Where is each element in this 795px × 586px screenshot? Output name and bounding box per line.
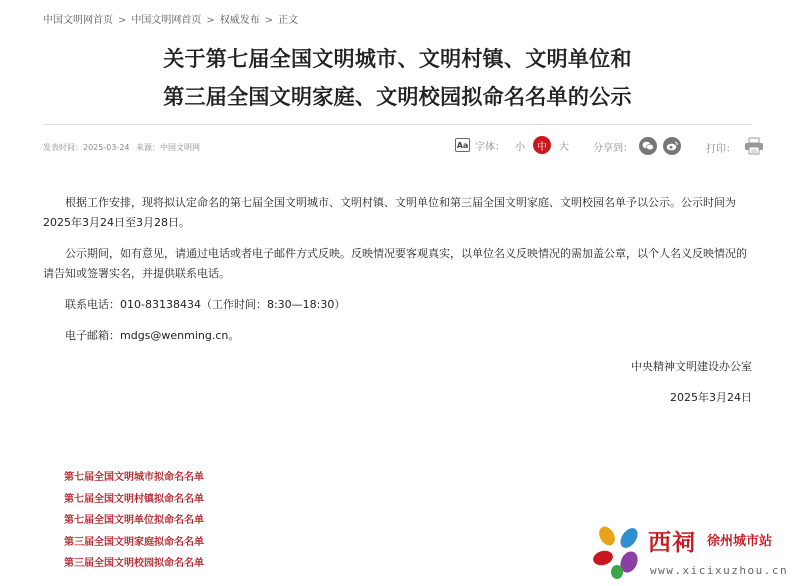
- attachment-link[interactable]: 第七届全国文明单位拟命名名单: [64, 515, 204, 526]
- publish-time: 2025-03-24: [83, 143, 130, 152]
- wechat-icon[interactable]: [639, 137, 657, 155]
- breadcrumb-item-current: 正文: [278, 15, 299, 26]
- breadcrumb-separator: >: [264, 15, 274, 26]
- attachment-link[interactable]: 第七届全国文明城市拟命名名单: [64, 472, 204, 483]
- title-line-1: 关于第七届全国文明城市、文明村镇、文明单位和: [163, 47, 632, 71]
- attachment-link[interactable]: 第七届全国文明村镇拟命名名单: [64, 493, 204, 505]
- title-line-2: 第三届全国文明家庭、文明校园拟命名名单的公示: [163, 85, 632, 109]
- pinwheel-logo-icon: [593, 524, 645, 580]
- font-small-button[interactable]: 小: [515, 141, 525, 153]
- source: 中国文明网: [160, 143, 201, 152]
- email-value: mdgs@wenming.cn。: [120, 329, 240, 342]
- source-label: 来源：: [136, 143, 161, 152]
- printer-icon[interactable]: [744, 137, 764, 158]
- signature-date: 2025年3月24日: [670, 391, 752, 404]
- breadcrumb-item-release[interactable]: 权威发布: [219, 15, 260, 26]
- share-label: 分享到：: [593, 142, 633, 154]
- signature: 中央精神文明建设办公室: [631, 360, 752, 373]
- contact-email: [43, 326, 752, 346]
- font-size-control: [455, 136, 569, 154]
- title-divider: [43, 124, 752, 125]
- publish-time-label: 发表时间：: [43, 143, 83, 152]
- attachment-link[interactable]: 第三届全国文明校园拟命名名单: [64, 558, 204, 569]
- print-control: [706, 137, 764, 158]
- share-bar: [593, 137, 681, 155]
- print-label: 打印：: [706, 144, 736, 155]
- page-title: [0, 40, 795, 116]
- font-medium-button[interactable]: 中: [533, 136, 551, 154]
- attachment-link[interactable]: 第三届全国文明家庭拟命名名单: [64, 536, 204, 548]
- breadcrumb-item-home-2[interactable]: 中国文明网首页: [131, 15, 202, 26]
- font-large-button[interactable]: 大: [559, 141, 569, 153]
- breadcrumb: [43, 11, 298, 26]
- contact-phone: [43, 295, 752, 315]
- weibo-icon[interactable]: [663, 137, 681, 155]
- watermark: [593, 520, 793, 582]
- font-size-icon: Aa: [455, 138, 470, 152]
- paragraph-instructions: 公示期间，如有意见，请通过电话或者电子邮件方式反映。反映情况要客观真实，以单位名义反映情况的需加盖公章，以个人名义反映情况的请告知或签署实名，并提供联系电话。: [43, 247, 747, 280]
- breadcrumb-item-home[interactable]: 中国文明网首页: [43, 15, 113, 26]
- watermark-brand: 西祠: [648, 529, 696, 556]
- attachment-list: [64, 467, 204, 575]
- article-meta: [43, 142, 200, 153]
- breadcrumb-separator: >: [206, 15, 215, 26]
- breadcrumb-separator: >: [118, 15, 127, 26]
- watermark-subtitle: 徐州城市站: [707, 534, 773, 549]
- paragraph-announcement: 根据工作安排，现将拟认定命名的第七届全国文明城市、文明村镇、文明单位和第三届全国文明家庭、文明校园名单予以公示。公示时间为2025年3月24日至3月28日。: [43, 196, 736, 229]
- watermark-url: www.xicixuzhou.cn: [650, 564, 789, 577]
- font-size-label: 字体：: [475, 141, 505, 153]
- article-body: [43, 193, 752, 419]
- phone-value: 010-83138434（工作时间：8:30—18:30）: [120, 298, 346, 311]
- phone-label: 联系电话：: [65, 298, 120, 311]
- email-label: 电子邮箱：: [65, 329, 120, 342]
